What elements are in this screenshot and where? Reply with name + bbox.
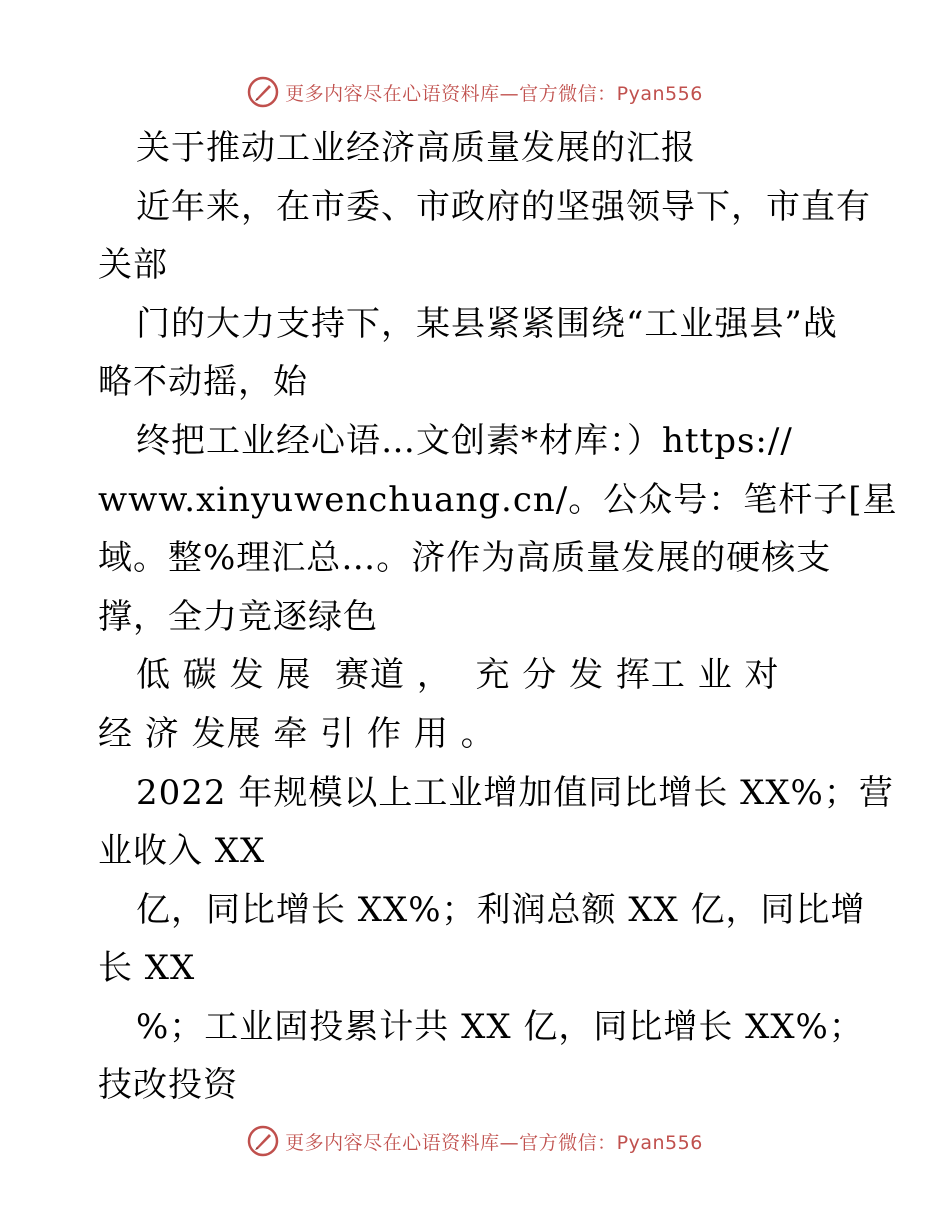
paragraph-line: 经 济 发展 牵 引 作 用 。 — [98, 714, 496, 754]
footer-banner — [0, 1121, 950, 1161]
paragraph-line: %；工业固投累计共 XX 亿，同比增长 XX%； — [136, 1007, 864, 1047]
paragraph-line: 域。整%理汇总…。济作为高质量发展的硬核支 — [98, 538, 832, 578]
paragraph-line: 撑，全力竞逐绿色 — [98, 597, 378, 637]
paragraph-line: 终把工业经心语…文创素*材库：）https:// — [136, 421, 793, 461]
paragraph-line: 低 碳 发 展 赛道 ， 充 分 发 挥工 业 对 — [136, 655, 780, 695]
paragraph-line: 2022 年规模以上工业增加值同比增长 XX%；营 — [136, 773, 894, 813]
paragraph-line: www.xinyuwenchuang.cn/。公众号：笔杆子[星 — [98, 480, 898, 520]
document-title: 关于推动工业经济高质量发展的汇报 — [136, 128, 696, 168]
paragraph-line: 略不动摇，始 — [98, 362, 308, 402]
paragraph-line: 技改投资 — [98, 1065, 238, 1105]
footer-banner-text: 更多内容尽在心语资料库—官方微信：Pyan556 — [285, 1131, 703, 1154]
paragraph-line: 亿，同比增长 XX%；利润总额 XX 亿，同比增 — [136, 890, 866, 930]
paragraph-line: 近年来，在市委、市政府的坚强领导下，市直有 — [136, 187, 871, 227]
header-banner — [0, 72, 950, 112]
quill-pen-circle-icon — [247, 76, 279, 108]
header-banner-text: 更多内容尽在心语资料库—官方微信：Pyan556 — [285, 82, 703, 105]
paragraph-line: 长 XX — [98, 948, 196, 988]
paragraph-line: 业收入 XX — [98, 831, 266, 871]
quill-pen-circle-icon — [247, 1125, 279, 1157]
paragraph-line: 门的大力支持下，某县紧紧围绕“工业强县”战 — [136, 304, 838, 344]
paragraph-line: 关部 — [98, 245, 168, 285]
